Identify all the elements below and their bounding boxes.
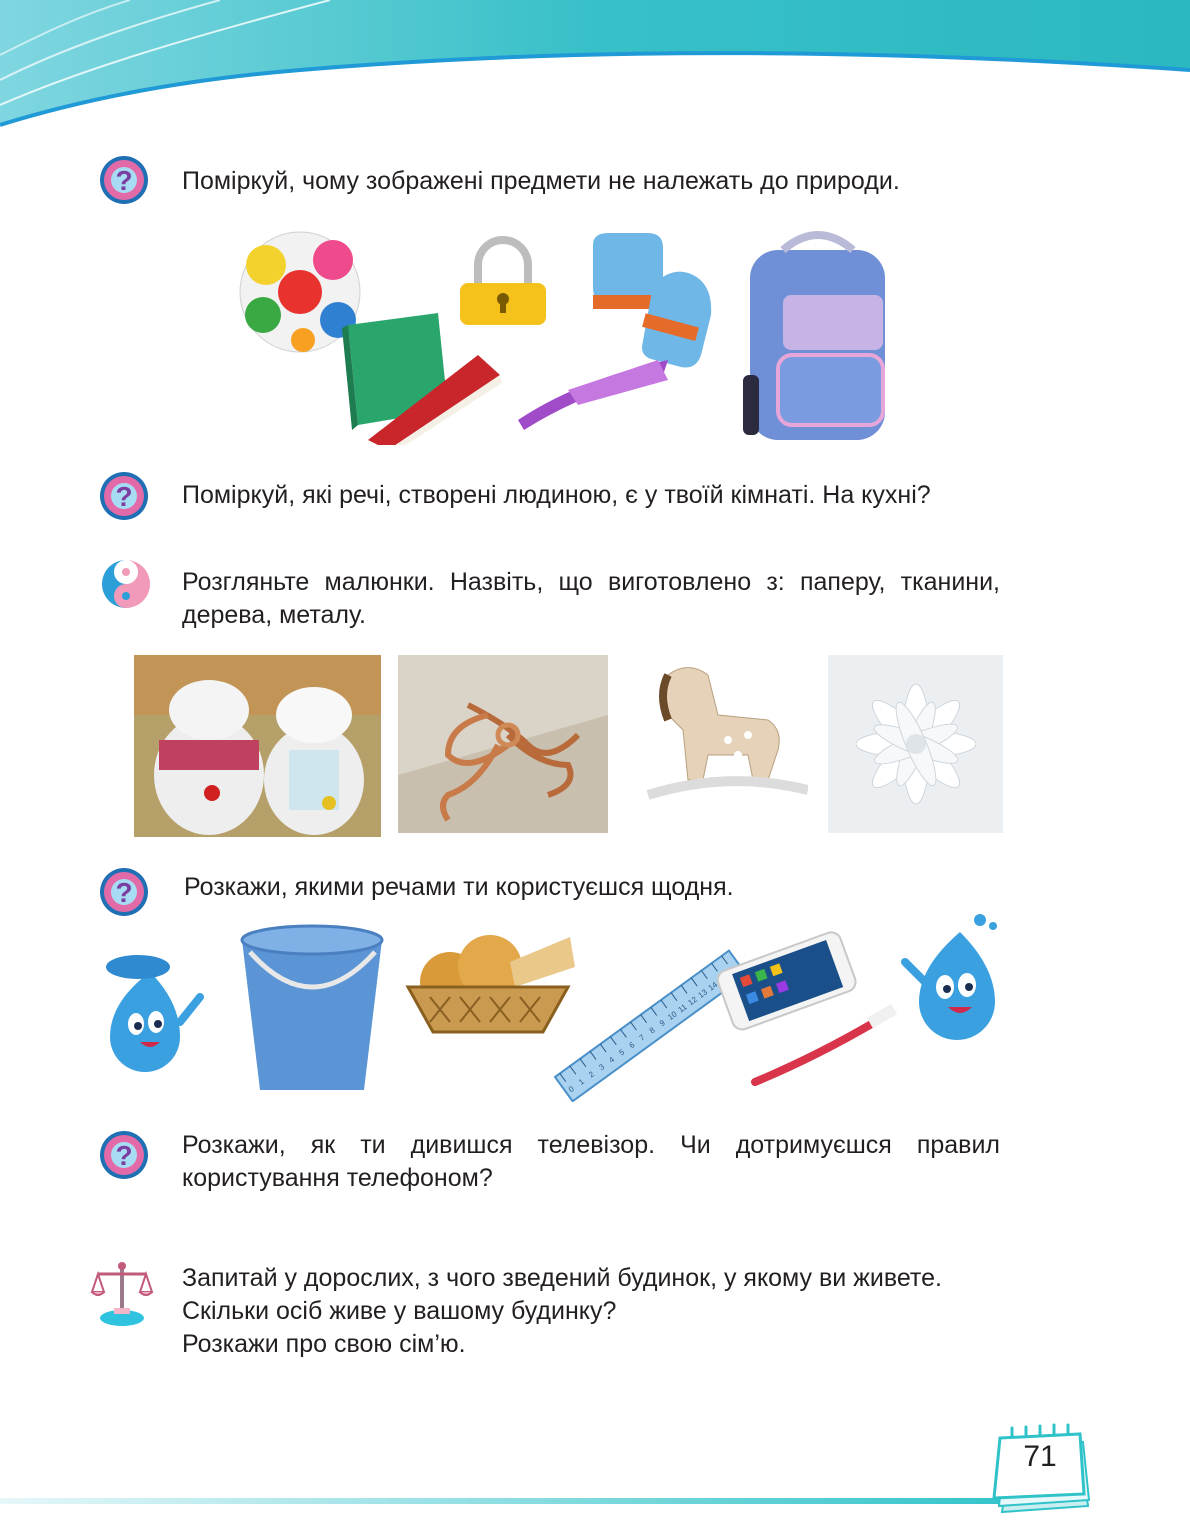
paper-snowflake-photo xyxy=(828,655,1003,833)
ruler-digit: 12 xyxy=(686,994,699,1008)
ruler-digit: 0 xyxy=(566,1084,576,1095)
task-text: Розгляньте малюнки. Назвіть, що виготовлено з: паперу, тканини, дерева, металу. xyxy=(182,568,1000,629)
svg-text:?: ? xyxy=(115,1140,133,1171)
question-icon xyxy=(98,1129,150,1181)
bucket-icon xyxy=(242,926,382,1090)
ruler-digit: 8 xyxy=(647,1025,657,1036)
smartphone-icon xyxy=(715,930,858,1033)
ruler-digit: 4 xyxy=(607,1054,617,1065)
question-icon xyxy=(98,470,150,522)
ruler-digit: 9 xyxy=(657,1018,667,1029)
droplet-mascot-icon xyxy=(106,955,200,1072)
ruler-digit: 7 xyxy=(637,1032,647,1043)
mitten-icon xyxy=(593,233,711,368)
lock-icon xyxy=(460,240,546,325)
home-task-line-1: Запитай у дорослих, з чого зведений будинок, у якому ви живете. xyxy=(182,1264,942,1292)
bread-basket-icon xyxy=(408,935,575,1032)
svg-text:?: ? xyxy=(115,877,133,908)
question-icon xyxy=(98,154,150,206)
question-text-2: Поміркуй, які речі, створені людиною, є у твоїй кімнаті. На кухні? xyxy=(182,481,931,509)
home-task-line-3: Розкажи про свою сім’ю. xyxy=(182,1330,466,1358)
ruler-digit: 13 xyxy=(696,987,710,1000)
ruler-digit: 1 xyxy=(576,1076,586,1087)
ruler-icon xyxy=(555,951,747,1102)
rocking-horse-photo xyxy=(628,655,808,815)
ruler-digit: 14 xyxy=(706,980,720,993)
question-icon xyxy=(98,866,150,918)
svg-text:?: ? xyxy=(115,481,133,512)
ruler-digit: 3 xyxy=(597,1062,607,1073)
ball-icon xyxy=(240,232,360,352)
comb-icon xyxy=(518,360,668,430)
svg-text:?: ? xyxy=(115,165,133,196)
ruler-digit: 5 xyxy=(617,1047,627,1058)
snowmen-photo xyxy=(134,655,381,837)
question-text-1: Поміркуй, чому зображені предмети не належать до природи. xyxy=(182,167,900,195)
scales-icon xyxy=(90,1258,154,1330)
question-text-3: Розкажи, якими речами ти користуєшся щодня. xyxy=(184,873,734,901)
page-number: 71 xyxy=(1023,1440,1057,1473)
book-icon xyxy=(342,313,502,445)
home-task xyxy=(182,1262,1000,1361)
home-task-line-2: Скільки осіб живе у вашому будинку? xyxy=(182,1297,617,1325)
wire-dragonfly-photo xyxy=(398,655,608,833)
backpack-icon xyxy=(743,235,885,440)
ruler-digit: 2 xyxy=(587,1069,596,1080)
droplet-mascot-icon xyxy=(905,914,997,1040)
everyday-objects-illustration xyxy=(100,912,1035,1102)
ruler-digit: 6 xyxy=(627,1040,637,1051)
ruler-digit: 10 xyxy=(666,1009,679,1023)
man-made-objects-illustration xyxy=(238,225,893,445)
question-text-4: Розкажи, як ти дивишся телевізор. Чи дотримуєшся правил користування телефоном? xyxy=(182,1131,1000,1192)
pair-work-icon xyxy=(98,556,154,612)
header-wave xyxy=(0,0,1190,140)
ruler-digit: 11 xyxy=(676,1002,689,1015)
